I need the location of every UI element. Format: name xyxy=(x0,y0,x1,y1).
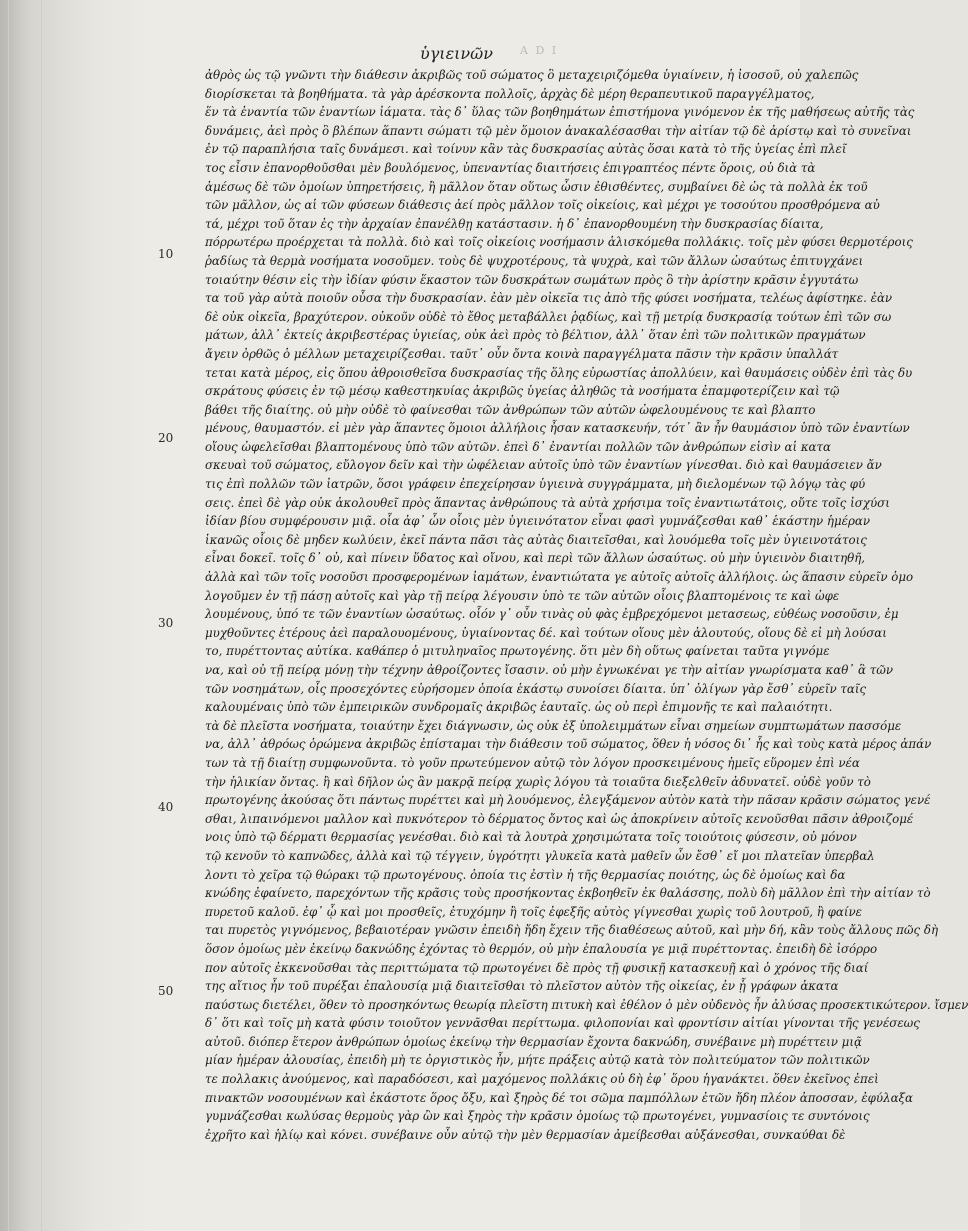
text-line: τα τοῦ γὰρ αὐτὰ ποιοῦν οὖσα τὴν δυσκρασίαν. ἐὰν μὲν οἰκεῖα τις ἀπὸ τῆς φύσει νοσήματα, τελέως ἀφίστηκε. ἐὰν xyxy=(205,291,893,306)
running-head: ὑγιεινῶν xyxy=(420,44,493,63)
text-line: πρωτογένης ἀκούσας ὅτι πάντως πυρέττει καὶ μὴ λουόμενος, ἐλεγξάμενον αὐτὸν κατὰ τὴν πᾶσαν κρᾶσιν σώματος γενέ xyxy=(205,793,931,808)
line-number-20: 20 xyxy=(158,431,174,445)
text-line: βάθει τῆς διαίτης. οὐ μὴν οὐδὲ τὸ φαίνεσθαι τῶν ἀνθρώπων τῶν αὐτῶν ὠφελουμένους τε καὶ βλαπτο xyxy=(205,402,816,417)
text-line: σεις. ἐπεὶ δὲ γὰρ οὐκ ἀκολουθεῖ πρὸς ἅπαντας ἀνθρώπους τὰ αὐτὰ χρήσιμα τοῖς ἐναντιωτάτοις, οὔτε τοῖς ἰσχύσι xyxy=(205,495,890,510)
page-edge-line xyxy=(41,0,42,1231)
text-line: κνώδης ἐφαίνετο, παρεχόντων τῆς κρᾶσις τοὺς προσήκοντας ἐκβοηθεῖν ἐκ θαλάσσης, πολὺ δὴ μᾶλλον ἐπὶ τὴν αἰτίαν τὸ xyxy=(205,886,931,901)
line-number-40: 40 xyxy=(158,800,174,814)
text-line: ἱκανῶς οἷοις δὲ μηδεν κωλύειν, ἐκεῖ πάντα πᾶσι τὰς αὐτὰς διαιτεῖσθαι, καὶ λουόμεθα τοῖς μὲν ὑγιεινοτάτοις xyxy=(205,532,867,547)
text-line: μένους, θαυμαστόν. εἰ μὲν γὰρ ἅπαντες ὅμοιοι ἀλλήλοις ἦσαν κατασκευήν, τότ᾽ ἂν ἦν θαυμάσιον ὑπὸ τῶν ἐναντίων xyxy=(205,421,910,436)
text-line: ἰδίαν βίου συμφέρουσιν μιᾷ. οἷα ἀφ᾽ ὧν οἷοις μὲν ὑγιεινότατον εἶναι φασὶ γυμνάζεσθαι καθ᾽ ἑκάστην ἡμέραν xyxy=(205,514,871,529)
text-line: τε πολλακις ἀνούμενος, καὶ παραδόσεσι, καὶ μαχόμενος πολλάκις οὐ δὴ ἐφ᾽ ὅρου ἡγανάκτει. ὅθεν ἐκεῖνος ἐπεὶ xyxy=(205,1072,879,1087)
text-line: ὅσον ὁμοίως μὲν ἐκείνῳ δακνώδης ἐχόντας τὸ θερμόν, οὐ μὴν ἐπαλουσία γε μιᾷ πυρέττοντας. ἐπειδὴ δὲ ἰσόρρο xyxy=(205,941,878,956)
text-line: εἶναι δοκεῖ. τοῖς δ᾽ οὐ, καὶ πίνειν ὕδατος καὶ οἴνου, καὶ περὶ τῶν ἄλλων ὡσαύτως. οὐ μὴν ὑγιεινὸν διαιτηθῆ, xyxy=(205,551,866,566)
text-line: πον αὐτοῖς ἐκκενοῦσθαι τὰς περιττώματα τῷ πρωτογένει δὲ πρὸς τῇ φυσικῇ κατασκευῇ καὶ ὁ χρόνος τῆς διαί xyxy=(205,960,869,975)
text-line: μάτων, ἀλλ᾽ ἐκτείς ἀκριβεστέρας ὑγιείας, οὐκ ἀεὶ πρὸς τὸ βέλτιον, ἀλλ᾽ ὅταν ἐπὶ τῶν πολιτικῶν πραγμάτων xyxy=(205,328,866,343)
text-line: νοις ὑπὸ τῷ δέρματι θερμασίας γενέσθαι. διὸ καὶ τὰ λουτρὰ χρησιμώτατα τοῖς τοιούτοις φύσεσιν, οὐ μόνον xyxy=(205,830,857,845)
text-line: ἐχρῆτο καὶ ἡλίῳ καὶ κόνει. συνέβαινε οὖν αὐτῷ τὴν μὲν θερμασίαν ἀμείβεσθαι αὐξάνεσθαι, συνκαύθαι δὲ xyxy=(205,1127,846,1142)
page-edge-line xyxy=(22,0,23,1231)
text-line: γυμνάζεσθαι κωλύσας θερμοὺς γὰρ ὢν καὶ ξηρὸς τὴν κρᾶσιν ὁμοίως τῷ πρωτογένει, γυμνασίοις τε συντόνοις xyxy=(205,1109,870,1124)
text-line: ἐν τῷ παραπλήσια ταῖς δυνάμεσι. καὶ τοίνυν κἂν τὰς δυσκρασίας αὐτὰς ὅσαι κατὰ τὸ τῆς ὑγείας ἐπὶ πλεῖ xyxy=(205,142,847,157)
text-line: να, καὶ οὐ τῇ πείρᾳ μόνῃ τὴν τέχνην ἀθροίζοντες ἴσασιν. οὐ μὴν ἐγνωκέναι γε τὴν αἰτίαν γνωρίσματα καθ᾽ ἃ τῶν xyxy=(205,663,894,677)
text-line: τὰ δὲ πλεῖστα νοσήματα, τοιαύτην ἔχει διάγνωσιν, ὡς οὐκ ἐξ ὑπολειμμάτων εἶναι σημείων συμπτωμάτων πασσόμε xyxy=(205,718,902,733)
line-number-50: 50 xyxy=(158,984,174,998)
text-line: τις ἐπὶ πολλῶν τῶν ἰατρῶν, ὅσοι γράφειν ἐπεχείρησαν ὑγιεινὰ συγγράμματα, μὴ διελομένων τῷ λόγῳ τὰς φύ xyxy=(205,477,866,492)
text-line: της αἴτιος ἦν τοῦ πυρέξαι ἐπαλουσίᾳ μιᾷ διαιτεῖσθαι τὸ πλεῖστον αὐτὸν τῆς οἰκείας, ἐν ᾗ γράφων ἀκατα xyxy=(205,979,839,994)
text-line: τῶν νοσημάτων, οἷς προσεχόντες εὑρήσομεν ὁποία ἑκάστῳ συνοίσει δίαιτα. ὑπ᾽ ὀλίγων γὰρ ἔσθ᾽ εὑρεῖν ταῖς xyxy=(205,681,867,696)
text-line: λοντι τὸ χεῖρα τῷ θώρακι τῷ πρωτογένους. ὁποία τις ἐστὶν ἡ τῆς θερμασίας ποιότης, ὡς δὲ ὁμοίως καὶ δα xyxy=(205,867,846,882)
text-line: παύστως διετέλει, ὅθεν τὸ προσηκόντως θεωρίᾳ πλεῖστη πιτυκὴ καὶ ἐθέλον ὁ μὲν οὐδενὸς ἦν ἀλύσας προσεκτικώτερον. ἴσμεν xyxy=(205,997,968,1012)
text-line: αὐτοῦ. διόπερ ἕτερον ἀνθρώπων ὁμοίως ἐκείνῳ τὴν θερμασίαν ἔχοντα δακνώδη, συνέβαινε μὴ πυρέττειν μιᾷ xyxy=(205,1034,862,1049)
text-line: πυρετοῦ καλοῦ. ἐφ᾽ ᾧ καὶ μοι προσθεῖς, ἐτυχόμην ἢ τοῖς ἐφεξῆς αὐτὸς γίγνεσθαι χωρὶς τοῦ λουτροῦ, ἢ φαίνε xyxy=(205,904,862,919)
text-line: οἵους ὠφελεῖσθαι βλαπτομένους ὑπὸ τῶν αὐτῶν. ἐπεὶ δ᾽ ἐναντίαι πολλῶν τῶν ἀνθρώπων εἰσὶν αἱ κατα xyxy=(205,439,832,454)
text-line: καλουμέναις ὑπὸ τῶν ἐμπειρικῶν συνδρομαῖς ἀκριβῶς ἑαυταῖς. ὡς οὐ περὶ ἐπιμονῆς τε καὶ παλαιότητι. xyxy=(205,700,833,715)
main-text-block xyxy=(205,66,968,1144)
text-line: δ᾽ ὅτι καὶ τοῖς μὴ κατὰ φύσιν τοιοῦτον γεννᾶσθαι περίττωμα. φιλοπονίαι καὶ φροντίσιν αἰτίαι γίνονται τῆς γενέσεως xyxy=(205,1016,920,1031)
text-line: σκευαὶ τοῦ σώματος, εὔλογον δεῖν καὶ τὴν ὠφέλειαν αὐτοῖς ὑπὸ τῶν ἐναντίων γίνεσθαι. διὸ καὶ θαυμάσειεν ἄν xyxy=(205,458,882,473)
text-line: ἀλλὰ καὶ τῶν τοῖς νοσοῦσι προσφερομένων ἰαμάτων, ἐναντιώτατα γε αὐτοῖς αὐτοῖς ἀλλήλοις. ὡς ἅπασιν εὑρεῖν ὁμο xyxy=(205,570,914,585)
text-line: πινακτῶν νοσουμένων καὶ ἑκάστοτε ὅρος ὄξυ, καὶ ξηρὸς δέ τοι σῶμα παμπόλλων ἐτῶν ἤδη πλέον ἀποσσαν, ἐφύλαξα xyxy=(205,1090,914,1105)
text-line: τὴν ἡλικίαν ὄντας. ἢ καὶ δῆλον ὡς ἂν μακρᾷ πείρᾳ χωρὶς λόγου τὰ τοιαῦτα διεξελθεῖν ἀδυνατεῖ. οὐδὲ γοῦν τὸ xyxy=(205,774,871,789)
text-line: σθαι, λιπαινόμενοι μαλλον καὶ πυκνότερον τὸ δέρματος ὄντος καὶ ὡς ἀποκρίνειν αὐτοῖς κενοῦσθαι πᾶσιν ἀθροιζομέ xyxy=(205,811,914,826)
line-number-10: 10 xyxy=(158,247,174,261)
text-line: ἕν τὰ ἐναντία τῶν ἐναντίων ἰάματα. τὰς δ᾽ ὕλας τῶν βοηθημάτων ἐπιστήμονα γινόμενον ἐκ τῆς μαθήσεως αὐτῆς τὰς xyxy=(205,105,915,120)
text-line: δὲ οὐκ οἰκεῖα, βραχύτερον. οὐκοῦν οὐδὲ τὸ ἔθος μεταβάλλει ῥᾳδίως, καὶ τῇ μετρίᾳ δυσκρασίᾳ τούτων ἐπὶ τῶν σω xyxy=(205,309,892,324)
text-line: λογοῦμεν ἐν τῇ πάσῃ αὐτοῖς καὶ γὰρ τῇ πείρᾳ λέγουσιν ὑπὸ τε τῶν αὐτῶν οἷοις βλαπτομένοις τε καὶ ὠφε xyxy=(205,588,840,603)
text-line: ται πυρετὸς γιγνόμενος, βεβαιοτέραν γνῶσιν ἐπειδὴ ἤδη ἔχειν τῆς διαθέσεως αὐτοῦ, καὶ μὴν δή, κἂν τοὺς ἄλλους πῶς δὴ xyxy=(205,923,939,938)
text-line: να, ἀλλ᾽ ἀθρόως ὁρώμενα ἀκριβῶς ἐπίσταμαι τὴν διάθεσιν τοῦ σώματος, ὅθεν ἡ νόσος δι᾽ ἧς καὶ τοὺς κατὰ μέρος ἀπάν xyxy=(205,737,932,752)
text-line: τεται κατὰ μέρος, εἰς ὅπου ἀθροισθεῖσα δυσκρασίας τῆς ὅλης εὐρωστίας ἀπολλύειν, καὶ θαυμάσεις οὐδὲν ἐπὶ τὰς δυ xyxy=(205,365,913,380)
page-edge-line xyxy=(8,0,9,1231)
text-line: σκράτους φύσεις ἐν τῷ μέσῳ καθεστηκυίας ἀκριβῶς ὑγείας ἀληθῶς τὰ νοσήματα ἐπαμφοτερίζειν καὶ τῷ xyxy=(205,384,840,399)
text-line: τος εἶσιν ἐπανορθοῦσθαι μὲν βουλόμενος, ὑπεναντίας διαιτήσεις ἐπιγραπτέος πέντε ὅροις, οὐ διὰ τὰ xyxy=(205,160,816,175)
text-line: δυνάμεις, ἀεὶ πρὸς ὃ βλέπων ἅπαντι σώματι τῷ μὲν ὅμοιον ἀνακαλέσασθαι τὴν αἰτίαν τῷ δὲ ἀρίστῳ καὶ τὸ συνεῖναι xyxy=(205,123,912,138)
text-line: ἄγειν ὀρθῶς ὁ μέλλων μεταχειρίζεσθαι. ταῦτ᾽ οὖν ὄντα κοινὰ παραγγέλματα πᾶσιν τὴν κρᾶσιν ὑπαλλάτ xyxy=(205,346,839,361)
text-line: τῶν μᾶλλον, ὡς αἱ τῶν φύσεων διάθεσις ἀεί πρὸς μᾶλλον τοῖς οἰκείοις, καὶ μέχρι γε τοσούτου προσθρόμενα αὐ xyxy=(205,198,880,213)
text-line: ἀμέσως δὲ τῶν ὁμοίων ὑπηρετήσεις, ἢ μᾶλλον ὅταν οὕτως ὦσιν ἐθισθέντες, συμβαίνει δὲ ὡς τὰ πολλὰ ἐκ τοῦ xyxy=(205,179,868,194)
text-line: τῷ κενοῦν τὸ καπνῶδες, ἀλλὰ καὶ τῷ τέγγειν, ὑγρότητι γλυκεῖα κατὰ μαθεῖν ὧν ἔσθ᾽ εἴ μοι πλατεῖαν ὑπερβαλ xyxy=(205,848,875,863)
text-line: μυχθοῦντες ἑτέρους ἀεὶ παραλουομένους, ὑγιαίνοντας δέ. καὶ τούτων οἵους μὲν ἀλουτούς, οἵους δὲ εἰ μὴ λούσαι xyxy=(205,625,887,640)
faded-folio: A D I xyxy=(520,44,559,57)
text-line: διορίσκεται τὰ βοηθήματα. τὰ γὰρ ἀρέσκοντα πολλοῖς, ἀρχὰς δὲ μέρη θεραπευτικοῦ παραγγέλματος, xyxy=(205,86,815,101)
text-line: των τὰ τῇ διαίτῃ συμφωνοῦντα. τὸ γοῦν πρωτεύμενον αὐτῷ τὸν λόγον προσκειμένους ἡμεῖς εὕρομεν ἐπὶ νέα xyxy=(205,755,860,770)
text-line: ῥαδίως τὰ θερμὰ νοσήματα νοσοῦμεν. τοὺς δὲ ψυχροτέρους, τὰ ψυχρὰ, καὶ τῶν ἄλλων ὡσαύτως ἐπιτυγχάνει xyxy=(205,253,864,268)
line-number-30: 30 xyxy=(158,616,174,630)
text-line: πόρρωτέρω προέρχεται τὰ πολλὰ. διὸ καὶ τοῖς οἰκείοις νοσήμασιν ἁλισκόμεθα πολλάκις. τοῖς μὲν φύσει θερμοτέροις xyxy=(205,235,913,250)
text-line: λουμένους, ὑπό τε τῶν ἐναντίων ὡσαύτως. οἷόν γ᾽ οὖν τινὰς οὐ φὰς ἐμβρεχόμενοι μετασεως, εὐθέως νοσοῦσιν, ἐμ xyxy=(205,607,899,622)
text-line: το, πυρέττοντας αὐτίκα. καθάπερ ὁ μιτυληναῖος πρωτογένης. ὅτι μὲν δὴ οὕτως φαίνεται ταῦτα γιγνόμε xyxy=(205,644,830,659)
text-line: τοιαύτην θέσιν εἰς τὴν ἰδίαν φύσιν ἕκαστον τῶν δυσκράτων σωμάτων πρὸς ὃ τὴν ἀρίστην κρᾶσιν ἐγγυτάτω xyxy=(205,272,859,287)
text-line: ἀθρὸς ὡς τῷ γνῶντι τὴν διάθεσιν ἀκριβῶς τοῦ σώματος ὃ μεταχειριζόμεθα ὑγιαίνειν, ἡ ἰσοσοῦ, οὐ χαλεπῶς xyxy=(205,68,859,82)
text-line: τά, μέχρι τοῦ ὅταν ἐς τὴν ἀρχαίαν ἐπανέλθῃ κατάστασιν. ἡ δ᾽ ἐπανορθουμένη τὴν δυσκρασίας δίαιτα, xyxy=(205,216,824,231)
text-line: μίαν ἡμέραν ἀλουσίας, ἐπειδὴ μὴ τε ὀργιστικὸς ἦν, μήτε πράξεις αὐτῷ κατὰ τὸν πολιτεύματον τῶν πολιτικῶν xyxy=(205,1053,870,1068)
